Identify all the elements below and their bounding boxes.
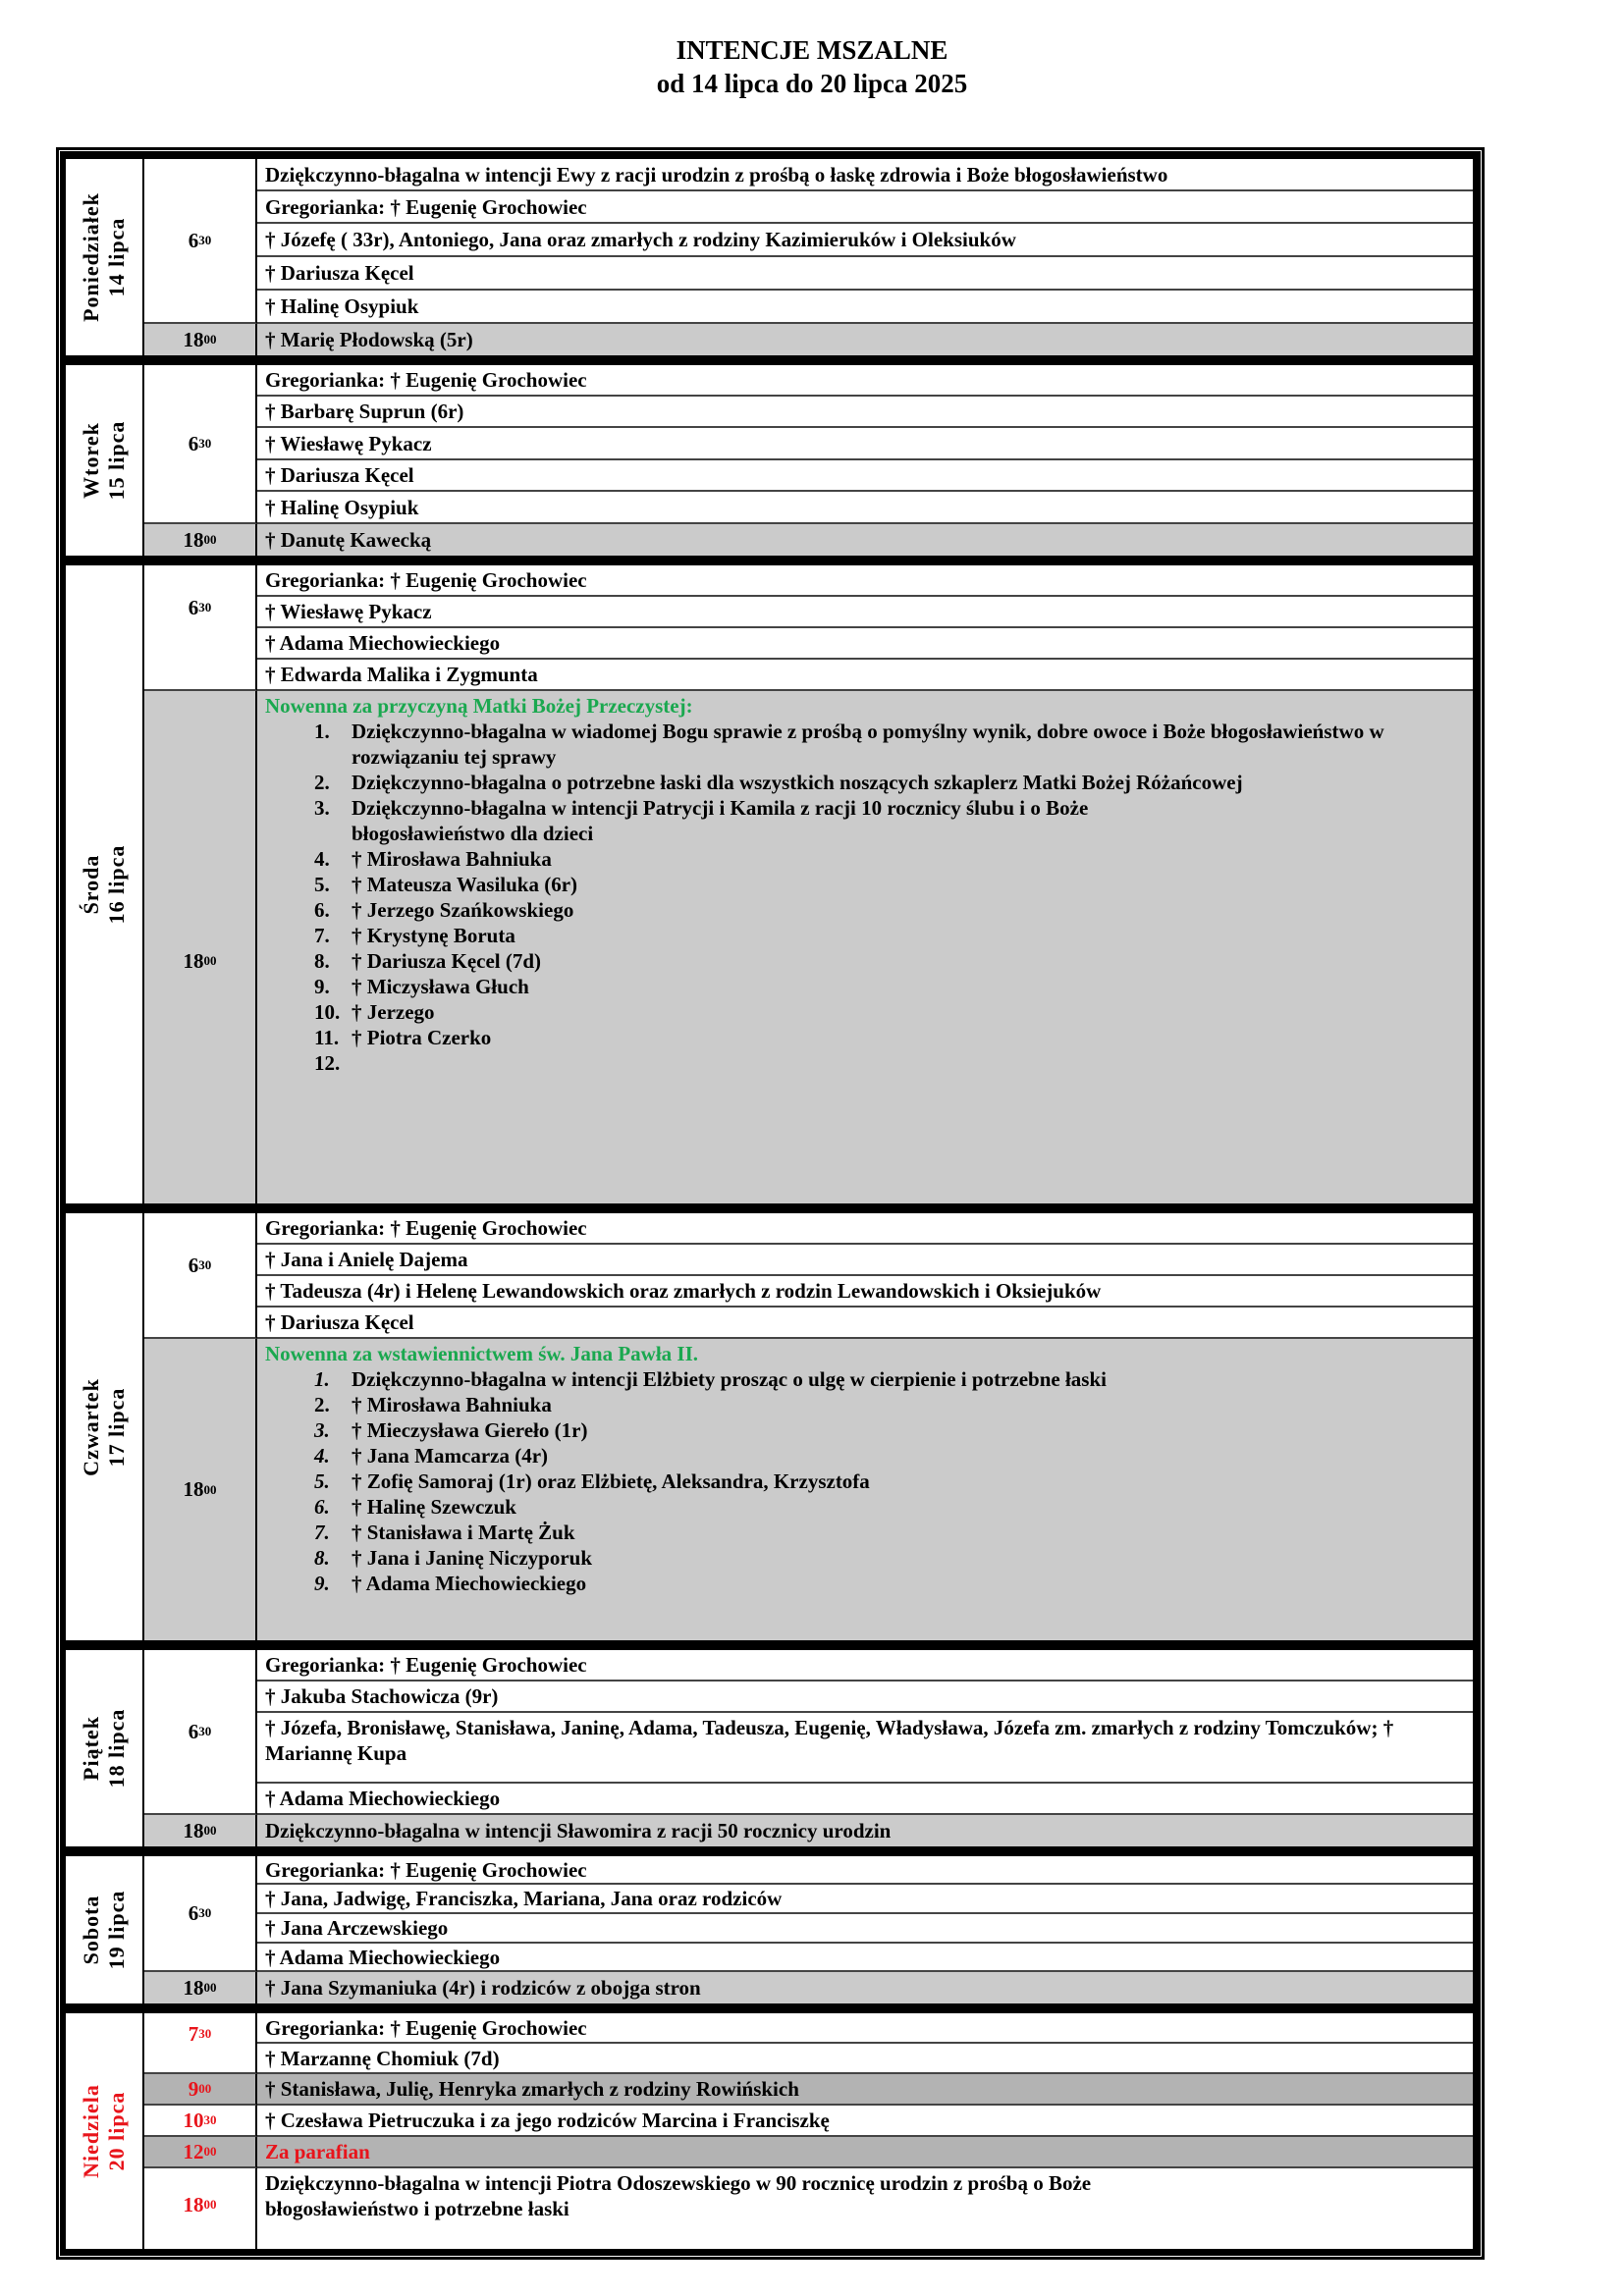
intention-text: † Danutę Kawecką: [265, 528, 432, 552]
novena-block: [257, 1339, 1473, 1640]
novena-block: [257, 691, 1473, 1203]
item-number: 5.: [314, 1469, 330, 1493]
day-label: [79, 1891, 130, 1970]
page-title: INTENCJE MSZALNE: [676, 35, 948, 65]
day-cell: [66, 159, 144, 355]
intention-text: † Jana Arczewskiego: [265, 1916, 449, 1940]
intention-text: † Czesława Pietruczuka i za jego rodziców Marcina i Franciszkę: [265, 2109, 830, 2132]
mass-time: 18 00: [144, 324, 257, 355]
item-text: † Mateusza Wasiluka (6r): [352, 873, 578, 896]
day-name: Niedziela: [79, 2084, 103, 2178]
time-hour: 6: [188, 431, 199, 455]
intention-text: † Halinę Osypiuk: [265, 294, 419, 318]
intention-row: [257, 397, 1473, 428]
intention-text: Gregorianka: † Eugenię Grochowiec: [265, 1653, 587, 1677]
intention-row: [257, 428, 1473, 460]
intention-row: [257, 1972, 1473, 2003]
day-name: Czwartek: [79, 1377, 103, 1476]
time-hour: 18: [183, 2192, 204, 2216]
item-text: [352, 1050, 1465, 1076]
item-text: † Mirosława Bahniuka: [352, 847, 552, 871]
intention-row: [257, 1856, 1473, 1885]
day-name: Sobota: [79, 1895, 103, 1965]
intention-text: † Jana, Jadwigę, Franciszka, Mariana, Jana oraz rodziców: [265, 1887, 783, 1910]
mass-time: 12 00: [144, 2137, 257, 2168]
item-text: † Krystynę Boruta: [352, 924, 515, 947]
item-number: 3.: [314, 796, 330, 820]
intention-row: [257, 1815, 1473, 1846]
item-text: † Jerzego: [352, 1000, 435, 1024]
intention-row: [257, 1213, 1473, 1245]
intention-row: [257, 660, 1473, 691]
novena-item: [265, 846, 1465, 872]
intention-text: † Tadeusza (4r) i Helenę Lewandowskich oraz zmarłych z rodzin Lewandowskich i Oksiejuków: [265, 1279, 1102, 1303]
day-date: 18 lipca: [104, 1708, 129, 1789]
intention-row: [257, 628, 1473, 660]
intention-row: [257, 1944, 1473, 1972]
day-name: Wtorek: [79, 422, 103, 499]
novena-item: [265, 1025, 1465, 1050]
item-text: † Adama Miechowieckiego: [352, 1572, 587, 1595]
intention-text: † Jakuba Stachowicza (9r): [265, 1684, 499, 1708]
item-number: 11.: [314, 1026, 340, 1049]
novena-item: [265, 1392, 1465, 1417]
intention-text: Gregorianka: † Eugenię Grochowiec: [265, 1216, 587, 1240]
day-label: [79, 421, 130, 501]
day-date: 19 lipca: [104, 1890, 129, 1970]
intention-row: [257, 524, 1473, 556]
time-hour: 10: [183, 2108, 204, 2132]
mass-time: 18 00: [144, 524, 257, 556]
novena-item: [265, 795, 1465, 846]
intention-text: † Wiesławę Pykacz: [265, 600, 432, 623]
mass-time: 18 00: [144, 1815, 257, 1846]
mass-time: 6 30: [144, 365, 257, 524]
novena-title: Nowenna za wstawiennictwem św. Jana Pawła II.: [265, 1342, 698, 1365]
day-label: [79, 845, 130, 925]
intention-row: [257, 2013, 1473, 2044]
intention-row: [257, 460, 1473, 492]
intention-text: Gregorianka: † Eugenię Grochowiec: [265, 194, 587, 219]
intention-row: [257, 2137, 1473, 2168]
mass-time: 18 00: [144, 1972, 257, 2003]
day-name: Środa: [79, 854, 103, 915]
item-number: 8.: [314, 949, 330, 973]
time-hour: 18: [183, 1477, 204, 1501]
intention-row: [257, 492, 1473, 524]
intention-text: † Dariusza Kęcel: [265, 261, 414, 285]
item-text: † Dariusza Kęcel (7d): [352, 949, 542, 973]
intention-text: Gregorianka: † Eugenię Grochowiec: [265, 568, 587, 592]
intention-text: Gregorianka: † Eugenię Grochowiec: [265, 1857, 587, 1882]
item-number: 7.: [314, 1521, 330, 1544]
item-number: 1.: [314, 1367, 330, 1391]
mass-time: 6 30: [144, 159, 257, 324]
intention-text: † Halinę Osypiuk: [265, 495, 419, 519]
time-hour: 9: [188, 2076, 199, 2101]
item-number: 1.: [314, 720, 330, 743]
intention-text: † Adama Miechowieckiego: [265, 631, 501, 655]
intention-row: [257, 159, 1473, 191]
item-number: 2.: [314, 1393, 330, 1416]
mass-time: 6 30: [144, 565, 257, 691]
novena-item: [265, 1366, 1465, 1392]
intention-text: † Adama Miechowieckiego: [265, 1787, 501, 1810]
item-number: 7.: [314, 924, 330, 947]
day-date: 15 lipca: [104, 420, 129, 501]
intention-row: [257, 365, 1473, 397]
mass-time: 18 00: [144, 2168, 257, 2249]
day-cell: [66, 1856, 144, 2003]
day-label: [79, 1709, 130, 1789]
intention-text: † Dariusza Kęcel: [265, 463, 414, 487]
novena-title: Nowenna za przyczyną Matki Bożej Przeczystej:: [265, 694, 693, 718]
intention-row: [257, 2074, 1473, 2106]
intention-row: [257, 1650, 1473, 1682]
mass-time: 18 00: [144, 691, 257, 1203]
day-date: 16 lipca: [104, 844, 129, 925]
day-section-thursday: [66, 1213, 1473, 1640]
item-number: 5.: [314, 873, 330, 896]
novena-item: [265, 872, 1465, 897]
time-hour: 18: [183, 327, 204, 351]
day-section-wednesday: [66, 565, 1473, 1203]
intention-text: Gregorianka: † Eugenię Grochowiec: [265, 2015, 587, 2040]
item-number: 9.: [314, 975, 330, 998]
time-hour: 6: [188, 595, 199, 619]
mass-time: 6 30: [144, 1650, 257, 1815]
item-text: † Stanisława i Martę Żuk: [352, 1521, 575, 1544]
item-text: Dziękczynno-błagalna o potrzebne łaski dla wszystkich noszących szkaplerz Matki Bożej Różańcowej: [352, 771, 1243, 794]
intention-row: [257, 1784, 1473, 1815]
item-number: 3.: [314, 1418, 330, 1442]
novena-item: [265, 1050, 1465, 1076]
intention-row: [257, 1682, 1473, 1713]
time-hour: 18: [183, 948, 204, 973]
item-text: Dziękczynno-błagalna w wiadomej Bogu sprawie z prośbą o pomyślny wynik, dobre owoce i Boże błogosławieństwo w rozwiązaniu tej sprawy: [352, 720, 1384, 769]
time-hour: 18: [183, 1818, 204, 1842]
day-section-tuesday: [66, 365, 1473, 556]
intention-text: † Józefę ( 33r), Antoniego, Jana oraz zmarłych z rodziny Kazimieruków i Oleksiuków: [265, 228, 1016, 251]
time-hour: 6: [188, 1253, 199, 1277]
day-label: [79, 1378, 130, 1476]
day-section-monday: [66, 159, 1473, 355]
intention-row: [257, 1713, 1473, 1784]
intention-text: † Wiesławę Pykacz: [265, 431, 432, 455]
day-name: Piątek: [79, 1716, 103, 1781]
time-hour: 18: [183, 527, 204, 552]
novena-item: [265, 1571, 1465, 1596]
novena-item: [265, 770, 1465, 795]
time-hour: 6: [188, 1719, 199, 1743]
item-number: 9.: [314, 1572, 330, 1595]
intention-text: † Józefa, Bronisławę, Stanisława, Janinę, Adama, Tadeusza, Eugenię, Władysława, Józefa zm. zmarłych z rodziny Tomczuków; † Mariannę Kupa: [265, 1716, 1394, 1765]
day-name: Poniedziałek: [79, 192, 103, 322]
time-hour: 12: [183, 2139, 204, 2163]
mass-time: 9 00: [144, 2074, 257, 2106]
day-cell: [66, 365, 144, 556]
page-subtitle: od 14 lipca do 20 lipca 2025: [656, 69, 968, 98]
intention-row: [257, 2168, 1473, 2249]
day-section-saturday: [66, 1856, 1473, 2003]
intention-text: Dziękczynno-błagalna w intencji Piotra Odoszewskiego w 90 rocznicę urodzin z prośbą o Boże błogosławieństwo i potrzebne łaski: [265, 2171, 1092, 2220]
novena-item: [265, 999, 1465, 1025]
intention-text: † Dariusza Kęcel: [265, 1310, 414, 1334]
day-date: 14 lipca: [104, 217, 129, 297]
novena-item: [265, 1545, 1465, 1571]
item-text: † Miczysława Głuch: [352, 975, 529, 998]
novena-item: [265, 1443, 1465, 1468]
intention-text: † Marzannę Chomiuk (7d): [265, 2046, 500, 2070]
day-cell: [66, 1650, 144, 1846]
novena-item: [265, 897, 1465, 923]
time-hour: 18: [183, 1975, 204, 2000]
day-cell: [66, 2013, 144, 2249]
item-number: 6.: [314, 1495, 330, 1519]
day-section-friday: [66, 1650, 1473, 1846]
item-text: † Mirosława Bahniuka: [352, 1393, 552, 1416]
item-text: Dziękczynno-błagalna w intencji Patrycji i Kamila z racji 10 rocznicy ślubu i o Boże błogosławieństwo dla dzieci: [352, 796, 1089, 845]
day-label: [79, 192, 130, 322]
day-date: 20 lipca: [104, 2091, 129, 2171]
mass-time: 6 30: [144, 1856, 257, 1972]
novena-item: [265, 974, 1465, 999]
item-number: 4.: [314, 1444, 330, 1468]
item-text: † Jana Mamcarza (4r): [352, 1444, 549, 1468]
intention-text: Dziękczynno-błagalna w intencji Ewy z racji urodzin z prośbą o łaskę zdrowia i Boże błogosławieństwo: [265, 162, 1168, 187]
item-text: Dziękczynno-błagalna w intencji Elżbiety prosząc o ulgę w cierpienie i potrzebne łaski: [352, 1367, 1107, 1391]
novena-item: [265, 948, 1465, 974]
time-hour: 6: [188, 228, 199, 252]
intention-text: † Stanisława, Julię, Henryka zmarłych z rodziny Rowińskich: [265, 2077, 799, 2101]
intention-row: [257, 1308, 1473, 1339]
novena-item: [265, 1520, 1465, 1545]
item-number: 6.: [314, 898, 330, 922]
intention-row: [257, 1885, 1473, 1914]
time-hour: 7: [188, 2021, 199, 2046]
intention-row: [257, 191, 1473, 224]
intention-text: Gregorianka: † Eugenię Grochowiec: [265, 368, 587, 392]
item-text: † Mieczysława Giereło (1r): [352, 1418, 588, 1442]
intention-text: Za parafian: [265, 2140, 370, 2163]
intention-row: [257, 1914, 1473, 1944]
intention-row: [257, 565, 1473, 597]
mass-time: 6 30: [144, 1213, 257, 1339]
intention-text: † Jana Szymaniuka (4r) i rodziców z obojga stron: [265, 1976, 701, 2000]
novena-item: [265, 923, 1465, 948]
item-text: † Zofię Samoraj (1r) oraz Elżbietę, Aleksandra, Krzysztofa: [352, 1469, 870, 1493]
intention-row: [257, 291, 1473, 324]
intention-row: [257, 224, 1473, 257]
day-date: 17 lipca: [104, 1387, 129, 1467]
time-hour: 6: [188, 1900, 199, 1925]
novena-item: [265, 1468, 1465, 1494]
intention-row: [257, 324, 1473, 355]
intention-text: † Marię Płodowską (5r): [265, 328, 473, 351]
intention-row: [257, 597, 1473, 628]
item-number: 4.: [314, 847, 330, 871]
day-cell: [66, 565, 144, 1203]
mass-time: 10 30: [144, 2106, 257, 2137]
intention-text: † Jana i Anielę Dajema: [265, 1248, 468, 1271]
intention-text: † Barbarę Suprun (6r): [265, 400, 464, 423]
day-label: [79, 2084, 130, 2178]
intention-row: [257, 2106, 1473, 2137]
intention-row: [257, 1245, 1473, 1276]
mass-time: 18 00: [144, 1339, 257, 1640]
intention-row: [257, 257, 1473, 291]
item-text: † Piotra Czerko: [352, 1026, 492, 1049]
item-number: 8.: [314, 1546, 330, 1570]
intention-row: [257, 1276, 1473, 1308]
day-cell: [66, 1213, 144, 1640]
intention-text: † Edwarda Malika i Zygmunta: [265, 663, 538, 686]
novena-item: [265, 719, 1465, 770]
mass-time: 7 30: [144, 2013, 257, 2074]
item-text: † Halinę Szewczuk: [352, 1495, 516, 1519]
novena-item: [265, 1417, 1465, 1443]
item-text: † Jana i Janinę Niczyporuk: [352, 1546, 593, 1570]
item-text: † Jerzego Szańkowskiego: [352, 898, 574, 922]
novena-item: [265, 1494, 1465, 1520]
item-number: 10.: [314, 1000, 341, 1024]
intention-text: Dziękczynno-błagalna w intencji Sławomira z racji 50 rocznicy urodzin: [265, 1819, 892, 1842]
item-number: 12.: [314, 1051, 341, 1075]
intention-text: † Adama Miechowieckiego: [265, 1945, 501, 1969]
day-section-sunday: [66, 2013, 1473, 2249]
intention-row: [257, 2044, 1473, 2074]
item-number: 2.: [314, 771, 330, 794]
